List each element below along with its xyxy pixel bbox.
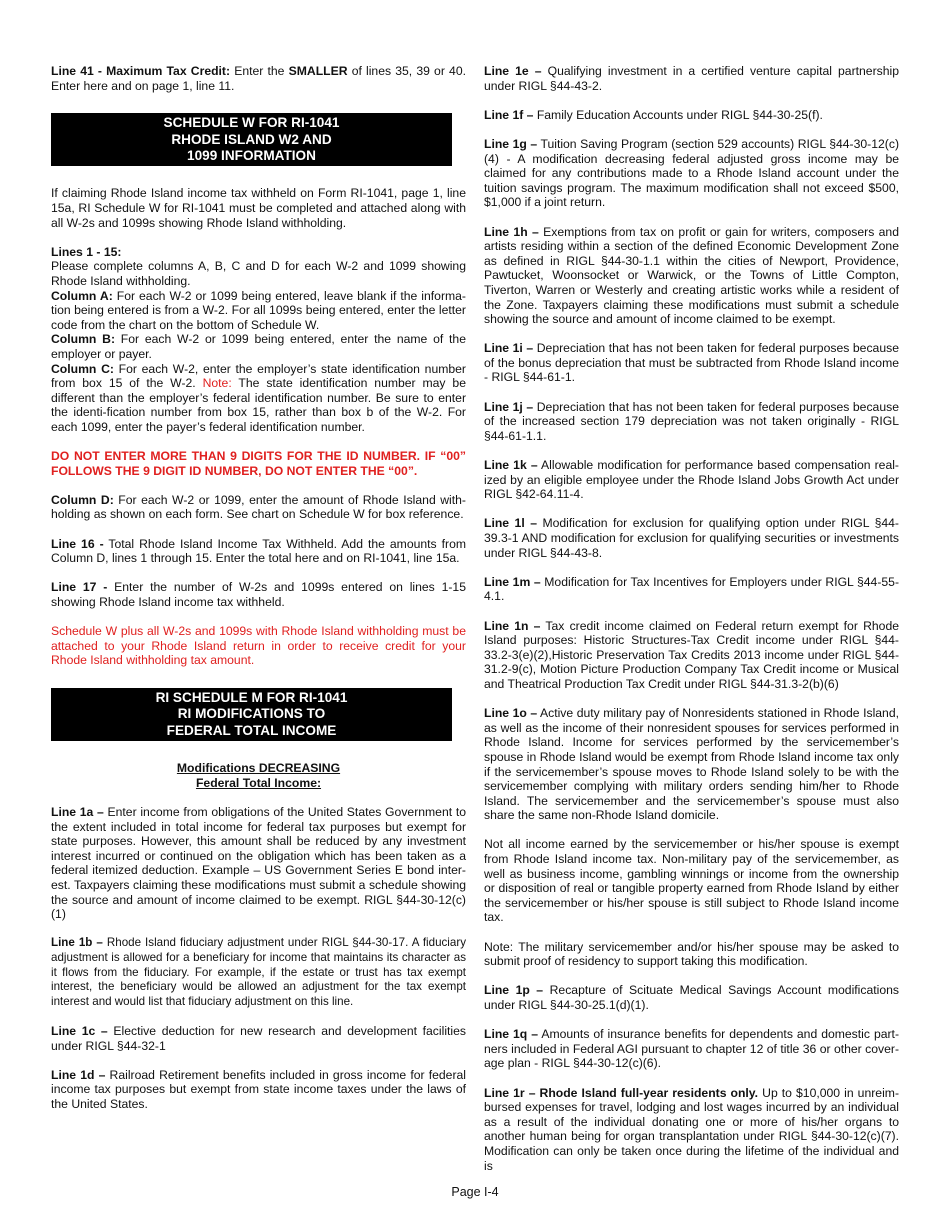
note-label: Note: [202,376,232,391]
line1c-paragraph: Line 1c – Elective deduction for new research and development facilities under RIGL §44-32-1 [51,1023,466,1053]
lines-1-15-text: Please complete columns A, B, C and D for each W-2 and 1099 showing Rhode Island withholding. [51,259,466,288]
line17-paragraph: Line 17 - Enter the number of W-2s and 1099s entered on lines 1-15 showing Rhode Island income tax withheld. [51,580,466,610]
schedule-w-banner: SCHEDULE W FOR RI-1041 RHODE ISLAND W2 AND 1099 INFORMATION [51,113,452,166]
not-all-income-paragraph: Not all income earned by the servicemember or his/her spouse is exempt from Rhode Island income tax. Non-military pay of the servicemember, as well as business income, gambling winnings or income from the ownership or disposition of real or tangible property earned from Rhode Island by either the servicemember or his/her spouse is still subject to Rhode Island income tax. [484,837,899,925]
line1d-paragraph: Line 1d – Railroad Retirement benefits included in gross income for federal income tax purposes but exempt from state income taxes under the laws of the United States. [51,1067,466,1111]
line1q-paragraph: Line 1q – Amounts of insurance benefits for dependents and domestic part-ners included in Federal AGI pursuant to chapter 12 of title 36 or other cover-age plan - RIGL §44-30-12(c)(6). [484,1027,900,1071]
column-d-paragraph: Column D: For each W-2 or 1099, enter the amount of Rhode Island with-holding as shown on each form. See chart on Schedule W for box reference. [51,492,466,522]
left-column [51,64,466,1126]
line1m-paragraph: Line 1m – Modification for Tax Incentives for Employers under RIGL §44-55-4.1. [484,574,900,604]
column-a-paragraph: Column A: For each W-2 or 1099 being entered, leave blank if the informa-tion being entered is from a W-2. For all 1099s being entered, enter the letter code from the chart on the bottom of Schedule W. [51,288,466,332]
line1n-paragraph: Line 1n – Tax credit income claimed on Federal return exempt for Rhode Island purposes: Historic Structures-Tax Credit income under RIGL §44-33.2-3(e)(2),Historic Preservation Tax Credits 2013 income under RIGL §44-31.2-9(c), Motion Picture Production Company Tax Credit income or Musical and Theatrical Production Tax Credit under RIGL §44-31.3-2(b)(6) [484,618,899,691]
line1p-paragraph: Line 1p – Recapture of Scituate Medical Savings Account modifications under RIGL §44-30-25.1(d)(1). [484,983,899,1012]
schedule-w-attach-note: Schedule W plus all W-2s and 1099s with Rhode Island withholding must be attached to your Rhode Island return in order to receive credit for your Rhode Island withholding tax amount. [51,624,466,668]
lines-1-15-heading: Lines 1 - 15: [51,244,122,259]
column-b-paragraph: Column B: For each W-2 or 1099 being entered, enter the name of the employer or payer. [51,332,466,361]
line1i-paragraph: Line 1i – Depreciation that has not been taken for federal purposes because of the bonus depreciation that must be subtracted from Rhode Island income - RIGL §44-61-1. [484,341,899,385]
line1j-paragraph: Line 1j – Depreciation that has not been taken for federal purposes because of the increased section 179 depreciation was not taken originally - RIGL §44-61-1.1. [484,399,899,443]
line1a-paragraph: Line 1a – Enter income from obligations of the United States Government to the extent included in total income for federal tax purposes but exempt for state purposes. However, this amount shall be reduced by any investment interest incurred or continued on the obligation which has been taken as a federal itemized deduction. Example – US Government Series E bond inter-est. Taxpayers claiming these modifications must submit a schedule showing the source and amount of income claimed to be exempt. RIGL §44-30-12(c)(1) [51,805,466,922]
line1r-paragraph: Line 1r – Rhode Island full-year residents only. Up to $10,000 in unreim-bursed expenses for travel, lodging and lost wages incurred by an individual as a result of the individual donating one or more of his/her organs to another human being for organ transplantation under RIGL §44-30-12(c)(7). Modification can only be taken once during the lifetime of the individual and is [484,1085,899,1173]
schedule-w-intro: If claiming Rhode Island income tax withheld on Form RI-1041, page 1, line 15a, RI Schedule W for RI-1041 must be completed and attached along with all W-2s and 1099s showing Rhode Island withholding. [51,186,466,230]
line41-paragraph: Line 41 - Maximum Tax Credit: Enter the SMALLER of lines 35, 39 or 40. Enter here and on page 1, line 11. [51,64,467,93]
id-number-warning: DO NOT ENTER MORE THAN 9 DIGITS FOR THE ID NUMBER. IF “00” FOLLOWS THE 9 DIGIT ID NUMBER, DO NOT ENTER THE “00”. [51,449,466,478]
military-note-paragraph: Note: The military servicemember and/or his/her spouse may be asked to submit proof of residency to support taking this modification. [484,939,899,969]
line1f-paragraph: Line 1f – Family Education Accounts under RIGL §44-30-25(f). [484,107,823,122]
line1o-paragraph: Line 1o – Active duty military pay of Nonresidents stationed in Rhode Island, as well as the income of their nonresident spouses for services performed in Rhode Island. Income for services performed by the servicemember’s spouse in Rhode Island would be exempt from Rhode Island income tax only if the servicemember’s spouse moves to Rhode Island solely to be with the servicemember complying with military orders sending him/her to Rhode Island. The servicemember and the servicemember’s spouse must also share the same non-Rhode Island domicile. [484,706,899,823]
line1g-paragraph: Line 1g – Tuition Saving Program (section 529 accounts) RIGL §44-30-12(c)(4) - A modification decreasing federal adjusted gross income may be claimed for any contributions made to a Rhode Island account under the tuition savings program. The maximum modification shall not exceed $500, $1,000 if a joint return. [484,136,899,210]
line16-paragraph: Line 16 - Total Rhode Island Income Tax Withheld. Add the amounts from Column D, lines 1 through 15. Enter the total here and on RI-1041, line 15a. [51,536,466,566]
line1e-paragraph: Line 1e – Qualifying investment in a certified venture capital partnership under RIGL §44-43-2. [484,64,899,93]
line1l-paragraph: Line 1l – Modification for exclusion for qualifying option under RIGL §44-39.3-1 AND modification for exclusion for qualifying securities or investments under RIGL §44-43-8. [484,516,899,560]
page-number: Page I-4 [451,1185,499,1199]
line1h-paragraph: Line 1h – Exemptions from tax on profit or gain for writers, composers and artists residing within a section of the defined Economic Development Zone as defined in RIGL §44-30-1.1 within the cities of Newport, Providence, Pawtucket, Woonsocket or Warwick, or the Towns of Little Compton, Tiverton, Warren or Westerly and creating artistic works while a resident of the Zone. Taxpayers claiming these modifications must submit a schedule showing the source and amount of income claimed to be exempt. [484,224,899,327]
schedule-m-banner: RI SCHEDULE M FOR RI-1041 RI MODIFICATIONS TO FEDERAL TOTAL INCOME [51,688,452,741]
line1k-paragraph: Line 1k – Allowable modification for performance based compensation real-ized by an eligible employee under the Rhode Island Jobs Growth Act under RIGL §42-64.11-4. [484,458,899,502]
right-column [484,64,899,1188]
decreasing-subheading: Modifications DECREASING Federal Total Income: [176,761,341,790]
column-c-paragraph: Column C: For each W-2, enter the employer’s state identification number from box 15 of the W-2. Note: The state identification number may be different than the employer’s federal identification number. Be sure to enter the identi-fication number from box 15, rather than box b of the W-2. For each 1099, enter the payer’s federal identification number. [51,361,466,434]
line1b-paragraph: Line 1b – Rhode Island fiduciary adjustment under RIGL §44-30-17. A fiduciary adjustment is allowed for a beneficiary for income that maintains its character as it flows from the fiduciary. For example, if the estate or trust has tax exempt interest, the beneficiary would be allowed an adjustment for the tax exempt interest and would list that fiduciary adjustment on this line. [51,936,466,1008]
